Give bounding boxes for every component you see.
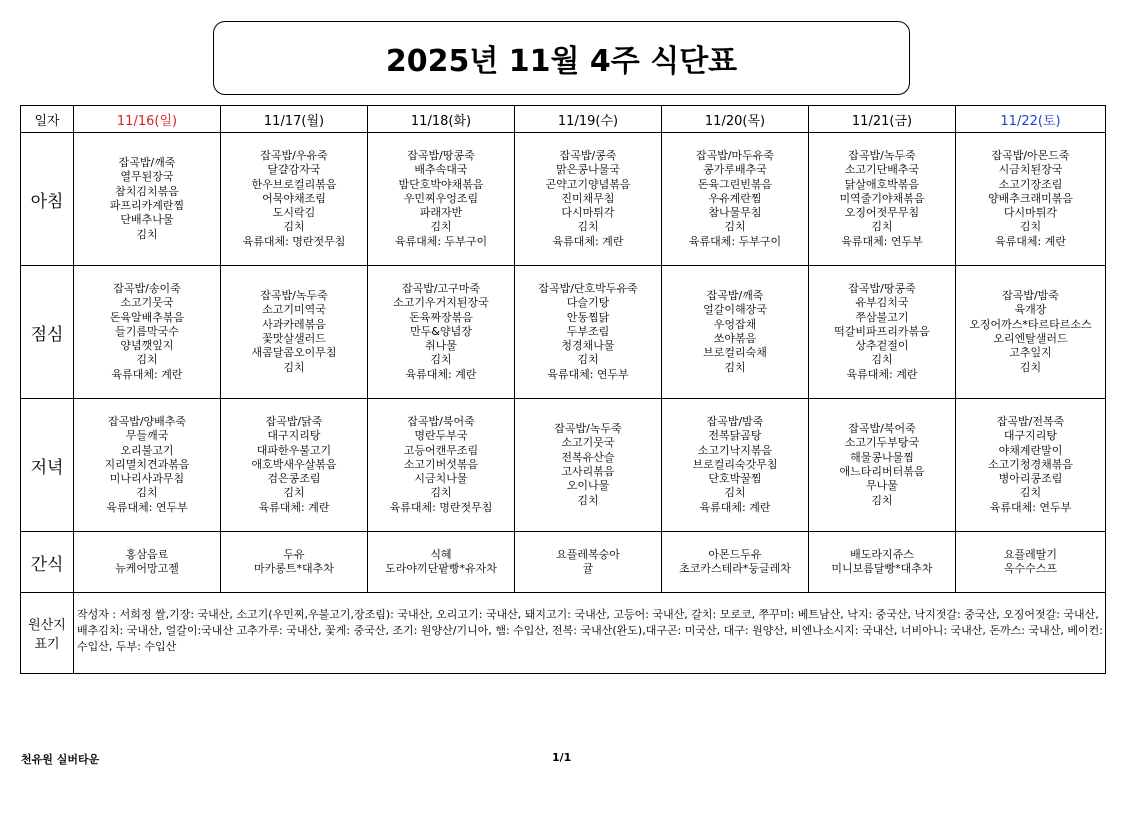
menu-item: 육류대체: 연두부: [841, 234, 923, 248]
menu-item: 김치: [1019, 486, 1042, 500]
menu-item: 잡곡밥/북어죽: [407, 414, 475, 428]
menu-item: 김치: [871, 220, 893, 234]
menu-item: 뉴케어망고젤: [115, 562, 179, 575]
menu-item: 김치: [724, 486, 746, 500]
menu-item: 김치: [430, 486, 452, 500]
menu-item: 돈육그린빈볶음: [697, 177, 773, 191]
menu-item: 귤: [582, 562, 594, 575]
menu-item: 진미채무침: [561, 191, 615, 205]
menu-item: 유부김치국: [855, 296, 909, 310]
date-header-cell: 11/19(수): [515, 106, 662, 133]
menu-item: 만두&양념장: [410, 324, 472, 338]
menu-item: 잡곡밥/아몬드죽: [991, 148, 1070, 162]
menu-item: 홍삼음료: [125, 547, 169, 561]
meal-row-snack: [21, 532, 1106, 593]
menu-item: 잡곡밥/밤죽: [1002, 289, 1059, 303]
meal-row-breakfast: [21, 133, 1106, 266]
menu-cell: [515, 266, 662, 399]
menu-item: 소고기낙지볶음: [697, 443, 773, 457]
menu-item: 육류대체: 계란: [995, 234, 1066, 248]
menu-item: 김치: [136, 353, 158, 367]
menu-item: 잡곡밥/콩죽: [559, 148, 617, 162]
menu-item: 김치: [136, 486, 158, 500]
menu-cell: [368, 133, 515, 266]
menu-item: 김치: [577, 493, 599, 507]
menu-item: 김치: [1019, 360, 1042, 374]
menu-item: 김치: [871, 353, 893, 367]
menu-item: 오리불고기: [120, 443, 174, 457]
menu-item: 잡곡밥/송이죽: [113, 281, 181, 295]
menu-item: 대구지리탕: [1003, 429, 1058, 443]
origin-row: [21, 593, 1106, 674]
menu-item: 오이나물: [566, 479, 610, 493]
menu-item: 고추잎지: [1009, 346, 1052, 360]
menu-cell: [221, 399, 368, 532]
origin-label: 원산지 표기: [21, 593, 74, 674]
menu-item: 육류대체: 명란젓무침: [389, 500, 493, 514]
menu-item: 떡갈비파프리카볶음: [834, 324, 930, 338]
menu-item: 육류대체: 명란젓무침: [242, 234, 346, 248]
menu-item: 대구지리탕: [267, 429, 321, 443]
menu-item: 닭살애호박볶음: [844, 177, 920, 191]
menu-cell: [368, 532, 515, 593]
menu-item: 두부조림: [566, 324, 610, 338]
menu-item: 잡곡밥/밤죽: [706, 414, 764, 428]
date-header-cell: 11/20(목): [662, 106, 809, 133]
menu-item: 잡곡밥/땅콩죽: [407, 148, 475, 162]
menu-item: 초코카스테라*둥글레차: [679, 562, 791, 575]
menu-item: 식혜: [430, 547, 452, 561]
menu-cell: [368, 399, 515, 532]
menu-item: 새콤달콤오이무침: [251, 346, 337, 360]
menu-item: 육류대체: 두부구이: [688, 234, 782, 248]
menu-item: 김치: [283, 486, 305, 500]
menu-item: 전복닭곰탕: [708, 429, 762, 443]
menu-item: 양배추크래미볶음: [987, 191, 1073, 205]
menu-item: 돈육알배추볶음: [109, 310, 185, 324]
menu-item: 육류대체: 계란: [405, 367, 477, 381]
menu-item: 육류대체: 계란: [699, 500, 771, 514]
menu-cell: [515, 399, 662, 532]
menu-cell: [809, 399, 956, 532]
date-header-cell: 11/18(화): [368, 106, 515, 133]
menu-cell: [74, 399, 221, 532]
menu-item: 잡곡밥/고구마죽: [401, 281, 481, 295]
menu-item: 미역줄기야채볶음: [839, 191, 925, 205]
menu-item: 병아리콩조림: [998, 472, 1063, 486]
meal-row-lunch: [21, 266, 1106, 399]
menu-item: 파래자반: [419, 206, 463, 220]
menu-item: 육류대체: 계란: [111, 367, 183, 381]
menu-item: 소고기미역국: [262, 303, 326, 317]
menu-item: 배추속대국: [414, 163, 468, 177]
menu-item: 우민찌우엉조림: [403, 191, 479, 205]
menu-item: 육류대체: 계란: [258, 500, 330, 514]
menu-item: 단호박꿀찜: [708, 472, 762, 486]
menu-item: 김치: [724, 220, 746, 234]
menu-item: 김치: [577, 353, 599, 367]
menu-item: 달걀감자국: [267, 163, 321, 177]
menu-item: 육류대체: 연두부: [106, 500, 188, 514]
menu-item: 잡곡밥/양배추죽: [107, 414, 187, 428]
menu-item: 쭈삼불고기: [855, 310, 909, 324]
menu-item: 잡곡밥/땅콩죽: [848, 281, 916, 295]
menu-item: 미니보름달빵*대추차: [831, 562, 933, 575]
menu-item: 잡곡밥/녹두죽: [554, 422, 622, 436]
date-header-cell: 11/16(일): [74, 106, 221, 133]
menu-item: 어묵야채조림: [262, 191, 326, 205]
menu-item: 잡곡밥/녹두죽: [848, 148, 916, 162]
menu-item: 사과카레볶음: [262, 317, 326, 331]
meal-label: 저녁: [21, 399, 74, 532]
meal-row-dinner: [21, 399, 1106, 532]
menu-item: 우엉잡채: [713, 317, 757, 331]
menu-item: 밤단호박야채볶음: [398, 177, 484, 191]
menu-item: 미나리사과무침: [109, 472, 185, 486]
menu-item: 해물콩나물찜: [850, 450, 914, 464]
menu-item: 요플레복숭아: [556, 547, 620, 561]
menu-item: 애느타리버터볶음: [839, 465, 925, 478]
date-header-cell: 11/22(토): [956, 106, 1106, 133]
menu-item: 파프리카계란찜: [109, 199, 185, 212]
menu-item: 소고기두부탕국: [844, 436, 920, 450]
menu-item: 소고기단배추국: [844, 163, 920, 177]
menu-cell: [956, 133, 1106, 266]
menu-item: 단배추나물: [120, 213, 174, 227]
menu-item: 잡곡밥/단호박두유죽: [538, 281, 638, 295]
menu-item: 열무된장국: [120, 170, 174, 184]
menu-item: 배도라지쥬스: [850, 547, 914, 561]
menu-item: 참나물무침: [708, 206, 762, 220]
menu-cell: [74, 266, 221, 399]
meal-label: 점심: [21, 266, 74, 399]
meal-table: [20, 105, 1106, 674]
menu-item: 잡곡밥/녹두죽: [260, 289, 328, 303]
menu-item: 김치: [724, 360, 746, 374]
menu-item: 다시마튀각: [561, 206, 615, 220]
menu-cell: [221, 532, 368, 593]
menu-cell: [515, 532, 662, 593]
menu-item: 도시락김: [272, 206, 316, 220]
menu-item: 두유: [283, 547, 305, 561]
menu-item: 육류대체: 계란: [552, 234, 624, 248]
menu-item: 고사리볶음: [561, 465, 615, 478]
menu-item: 잡곡밥/우유죽: [260, 148, 328, 162]
menu-item: 안동찜닭: [566, 310, 610, 324]
menu-item: 청경채나물: [561, 339, 615, 353]
date-header-cell: 11/21(금): [809, 106, 956, 133]
menu-cell: [956, 266, 1106, 399]
menu-item: 도라야끼단팥빵*유자차: [385, 562, 497, 575]
menu-cell: [368, 266, 515, 399]
menu-item: 무들깨국: [125, 429, 169, 443]
menu-item: 브로컬리숙갓무침: [692, 457, 778, 471]
menu-item: 곤약고기양념볶음: [545, 177, 631, 191]
menu-item: 우유계란찜: [708, 191, 762, 205]
page-title: 2025년 11월 4주 식단표: [213, 21, 910, 95]
menu-item: 김치: [283, 220, 305, 234]
menu-item: 다시마튀각: [1003, 206, 1058, 220]
menu-item: 양념깻잎지: [120, 339, 174, 353]
menu-item: 얼갈이해장국: [703, 303, 767, 317]
menu-cell: [662, 399, 809, 532]
menu-cell: [515, 133, 662, 266]
menu-item: 시금치나물: [414, 472, 468, 486]
menu-item: 잡곡밥/깨죽: [118, 156, 176, 170]
menu-item: 참치김치볶음: [115, 184, 179, 198]
menu-item: 옥수수스프: [1003, 562, 1058, 575]
menu-item: 아몬드두유: [708, 547, 762, 561]
menu-item: 김치: [430, 220, 452, 234]
menu-item: 김치: [283, 360, 305, 374]
menu-item: 쏘야볶음: [713, 332, 757, 345]
date-header-label: 일자: [21, 106, 74, 133]
menu-item: 고등어캔무조림: [403, 443, 479, 457]
menu-item: 검은콩조림: [267, 472, 321, 486]
date-header-row: [21, 106, 1106, 133]
menu-item: 상추겉절이: [855, 339, 909, 353]
menu-item: 육개장: [1014, 303, 1047, 317]
menu-item: 들기름막국수: [115, 324, 179, 338]
menu-item: 콩가루배추국: [703, 163, 767, 177]
menu-cell: [956, 532, 1106, 593]
menu-item: 김치: [871, 493, 893, 507]
menu-item: 육류대체: 연두부: [989, 500, 1072, 514]
footer-organization: 천유원 실버타운: [21, 753, 100, 766]
origin-text: 작성자 : 서희정 쌀,기장: 국내산, 소고기(우민찌,우불고기,장조림): 국내산, 오리고기: 국내산, 돼지고기: 국내산, 고등어: 국내산, 갈치: 모로코, 쭈꾸미: 베트남산, 낙지: 중국산, 낙지젓갈: 중국산, 오징어젓갈: 국내산, 배추김치: 국내산, 얼갈이:국내산 고추가루: 국내산, 꽃게: 중국산, 조기: 원양산/기니아, 햄: 수입산, 전복: 국내산(완도),대구곤: 미국산, 대구: 원양산, 비엔나소시지: 국내산, 너비아니: 국내산, 돈까스: 국내산, 베이컨: 수입산, 두부: 수입산: [74, 593, 1106, 674]
date-header-cell: 11/17(월): [221, 106, 368, 133]
menu-item: 꽃맛살샐러드: [262, 332, 326, 345]
meal-label: 간식: [21, 532, 74, 593]
menu-item: 시금치된장국: [998, 163, 1063, 177]
menu-item: 소고기청경채볶음: [987, 457, 1073, 471]
menu-item: 무나물: [866, 479, 898, 493]
menu-item: 요플레딸기: [1003, 547, 1058, 561]
menu-item: 다슬기탕: [566, 296, 610, 310]
menu-item: 육류대체: 연두부: [547, 367, 629, 381]
menu-item: 김치: [1019, 220, 1042, 234]
menu-cell: [221, 266, 368, 399]
menu-item: 취나물: [425, 339, 457, 353]
menu-item: 오리엔탈샐러드: [993, 332, 1068, 345]
footer-page-number: 1/1: [552, 751, 572, 764]
menu-item: 오징어까스*타르타르소스: [969, 317, 1092, 331]
menu-cell: [809, 532, 956, 593]
menu-item: 소고기뭇국: [120, 296, 174, 310]
menu-cell: [662, 532, 809, 593]
menu-cell: [809, 266, 956, 399]
menu-item: 김치: [577, 220, 599, 234]
menu-item: 소고기버섯볶음: [403, 457, 479, 471]
menu-item: 지리멸치견과볶음: [104, 457, 190, 471]
menu-cell: [74, 133, 221, 266]
menu-item: 잡곡밥/마두유죽: [695, 148, 775, 162]
menu-item: 김치: [136, 227, 158, 241]
menu-item: 대파한우불고기: [256, 443, 332, 457]
menu-item: 마카롱트*대추차: [254, 562, 334, 575]
menu-item: 소고기우거지된장국: [393, 296, 489, 310]
menu-cell: [74, 532, 221, 593]
menu-item: 잡곡밥/전복죽: [996, 414, 1065, 428]
menu-item: 야채계란말이: [998, 443, 1063, 457]
menu-cell: [809, 133, 956, 266]
menu-item: 오징어젓무무침: [844, 206, 920, 220]
menu-cell: [662, 266, 809, 399]
menu-item: 잡곡밥/닭죽: [265, 414, 323, 428]
menu-item: 명란두부국: [414, 429, 468, 443]
menu-item: 전복유산슬: [561, 450, 615, 464]
menu-item: 돈육짜장볶음: [409, 310, 473, 324]
menu-item: 김치: [430, 353, 452, 367]
menu-item: 애호박새우살볶음: [251, 457, 337, 471]
menu-item: 소고기뭇국: [561, 436, 615, 450]
menu-cell: [956, 399, 1106, 532]
menu-item: 소고기장조림: [998, 177, 1063, 191]
menu-item: 잡곡밥/북어죽: [848, 422, 916, 436]
menu-item: 육류대체: 계란: [846, 367, 918, 381]
menu-item: 육류대체: 두부구이: [394, 234, 488, 248]
menu-cell: [662, 133, 809, 266]
menu-item: 한우브로컬리볶음: [251, 177, 337, 191]
menu-item: 브로컬리숙채: [703, 346, 767, 360]
meal-label: 아침: [21, 133, 74, 266]
menu-item: 맑은콩나물국: [556, 163, 620, 177]
menu-cell: [221, 133, 368, 266]
menu-item: 잡곡밥/깨죽: [706, 289, 764, 303]
